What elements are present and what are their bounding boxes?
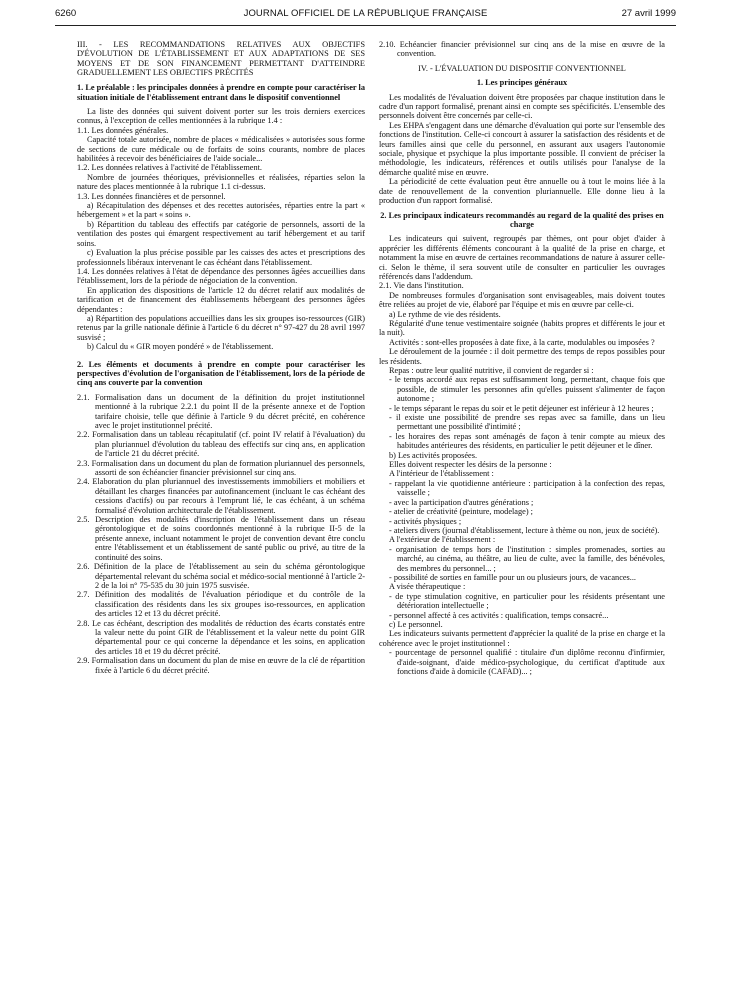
item-heading: 2.1. Vie dans l'institution. <box>379 281 464 291</box>
list-item: 2.3. Formalisation dans un document du plan de formation pluriannuel des personnels, assorti de son échéancier financier prévisionnel sur cinq ans. <box>77 458 365 478</box>
paragraph: Régularité d'une tenue vestimentaire soignée (habits propres et différents le jour et la nuit). <box>379 318 665 338</box>
paragraph: Les EHPA s'engagent dans une démarche d'évaluation qui porte sur l'ensemble des fonctions de l'institution. Celle-ci concourt à assurer la satisfaction des résidents et de leurs familles ainsi que celle du personnel, en assurant aux usagers l'autonomie sociale, physique et psychique la plus importante possible. Il convient de préciser la méthodologie, les indicateurs, références et outils utilisés pour l'analyse de la démarche qualité mise en œuvre. <box>379 120 665 177</box>
header-rule <box>55 25 676 26</box>
paragraph: Activités : sont-elles proposées à date fixe, à la carte, modulables ou imposées ? <box>389 337 655 347</box>
paragraph: Nombre de journées théoriques, prévisionnelles et réalisées, réparties selon la nature des places mentionnée à la rubrique 1.1 ci-dessus. <box>77 172 365 192</box>
subsection-title: 2. Les principaux indicateurs recommandés au regard de la qualité des prises en charge <box>380 210 664 229</box>
paragraph: b) Calcul du « GIR moyen pondéré » de l'établissement. <box>87 342 274 352</box>
paragraph: La liste des données qui suivent doivent porter sur les trois derniers exercices connus, à l'exception de celles mentionnées à la rubrique 1.4 : <box>77 107 365 126</box>
dash-item: - le temps accordé aux repas est suffisamment long, permettant, chaque fois que possible, de stimuler les personnes afin qu'elles puissent s'alimenter de façon autonome ; <box>389 375 665 404</box>
paragraph: Les indicateurs qui suivent, regroupés par thèmes, ont pour objet d'aider à apprécier les différents éléments concourant à la qualité de la prise en charge, et notamment la mise en œuvre de certaines recommandations de nature à assurer celle-ci. Selon le thème, il sera souvent utile de consulter en particulier les ouvrages référencés dans l'addendum. <box>379 234 665 281</box>
paragraph: La périodicité de cette évaluation peut être annuelle ou à tout le moins liée à la date de renouvellement de la convention pluriannuelle. Elle donne lieu à la production d'un rapport formalisé. <box>379 177 665 206</box>
paragraph: Les modalités de l'évaluation doivent être proposées par chaque institution dans le cadre d'un rapport formalisé, prenant ainsi en compte ses spécificités. L'ensemble des personnels doivent être concernés par celle-ci. <box>379 92 665 121</box>
section-title: IV. - L'ÉVALUATION DU DISPOSITIF CONVENTIONNEL <box>418 63 626 73</box>
list-item: 2.4. Elaboration du plan pluriannuel des investissements immobiliers et mobiliers et détaillant les charges financées par autofinancement (incluant le cas échéant des cessions d'actifs) ou par recours à l'emprunt lié, le cas échéant, à un schéma formalisé d'évolution architecturale de l'établissement. <box>77 477 365 515</box>
dash-item: - possibilité de sorties en famille pour un ou plusieurs jours, de vacances... <box>389 572 637 582</box>
paragraph: c) Evaluation la plus précise possible par les caisses des actes et prescriptions des professionnels libéraux intervenant le cas échéant dans l'établissement. <box>77 248 365 267</box>
list-item: 2.6. Définition de la place de l'établissement au sein du schéma gérontologique départemental relevant du schéma social et médico-social mentionné à l'article 2-2 de la loi n° 75-535 du 30 juin 1975 susvisée. <box>77 562 365 590</box>
paragraph: A l'intérieur de l'établissement : <box>389 469 494 479</box>
paragraph: Repas : outre leur qualité nutritive, il convient de regarder si : <box>389 366 594 375</box>
list-item: 2.7. Définition des modalités de l'évaluation périodique et du contrôle de la classification des résidents dans les six groupes iso-ressources, en application des articles 12 et 13 du décret précité. <box>77 590 365 619</box>
list-item: 2.9. Formalisation dans un document du plan de mise en œuvre de la clé de répartition fixée à l'article 6 du décret précité. <box>77 656 365 675</box>
dash-item: - le temps séparant le repas du soir et le petit déjeuner est inférieur à 12 heures ; <box>389 403 654 413</box>
item-heading: 1.1. Les données générales. <box>77 125 169 135</box>
right-column <box>379 40 665 676</box>
paragraph: En application des dispositions de l'article 12 du décret relatif aux modalités de tarification et de financement des établissements hébergeant des personnes âgées dépendantes : <box>77 285 365 314</box>
subsection-title: 2. Les éléments et documents à prendre en compte pour caractériser les perspectives d'évolution de l'organisation de l'établissement, lors de la période de cinq ans couverte par la convention <box>77 359 365 388</box>
journal-title: JOURNAL OFFICIEL DE LA RÉPUBLIQUE FRANÇAISE <box>243 8 488 19</box>
paragraph: Elles doivent respecter les désirs de la personne : <box>389 460 552 470</box>
item-heading: 1.3. Les données financières et de personnel. <box>77 191 226 201</box>
issue-date: 27 avril 1999 <box>621 8 676 19</box>
dash-item: - ateliers divers (journal d'établissement, lecture à thème ou non, jeux de société). <box>389 525 660 535</box>
subsection-title: 1. Le préalable : les principales données à prendre en compte pour caractériser la situation initiale de l'établissement entrant dans le dispositif conventionnel <box>77 83 365 102</box>
dash-item: - rappelant la vie quotidienne antérieure : participation à la confection des repas, vaisselle ; <box>389 478 665 498</box>
paragraph: Capacité totale autorisée, nombre de places « médicalisées » autorisées sous forme de sections de cure médicale ou de forfaits de soins courants, nombre de places habilitées à recevoir des bénéficiaires de l'aide sociale... <box>77 135 365 164</box>
paragraph: a) Le rythme de vie des résidents. <box>389 309 501 319</box>
dash-item: - de type stimulation cognitive, en particulier pour les résidents présentant une détérioration intellectuelle ; <box>389 591 665 611</box>
list-item: 2.2. Formalisation dans un tableau récapitulatif (cf. point IV relatif à l'évaluation) du plan pluriannuel d'évolution du tableau des effectifs sur cinq ans, en application de l'article 21 du décret précité. <box>77 430 365 459</box>
paragraph: Les indicateurs suivants permettent d'apprécier la qualité de la prise en charge et la cohérence avec le projet institutionnel : <box>379 629 665 648</box>
dash-item: - atelier de créativité (peinture, modelage) ; <box>389 507 533 517</box>
list-item: 2.5. Description des modalités d'inscription de l'établissement dans un réseau gérontologique et de soins coordonnés mentionné à la rubrique II-5 de la présente annexe, incluant notamment le projet de convention devant être conclu entre l'établissement et un établissement de santé public ou privé, au titre de la continuité des soins. <box>77 515 365 562</box>
dash-item: - personnel affecté à ces activités : qualification, temps consacré... <box>389 610 609 620</box>
left-column <box>77 40 365 675</box>
dash-item: - il existe une possibilité de prendre ses repas avec sa famille, dans un lieu permettant une possibilité d'intimité ; <box>389 413 665 432</box>
paragraph: Le déroulement de la journée : il doit permettre des temps de repos possibles pour les résidents. <box>379 347 665 366</box>
item-heading: 1.2. Les données relatives à l'activité de l'établissement. <box>77 163 262 173</box>
paragraph: A l'extérieur de l'établissement : <box>389 535 496 545</box>
paragraph: b) Les activités proposées. <box>389 450 478 460</box>
page-number: 6260 <box>55 8 77 19</box>
paragraph: a) Récapitulation des dépenses et des recettes autorisées, réparties entre la part « hébergement » et la part « soins ». <box>77 201 365 220</box>
list-item: 2.10. Echéancier financier prévisionnel sur cinq ans de la mise en œuvre de la convention. <box>379 40 665 59</box>
section-title: III. - LES RECOMMANDATIONS RELATIVES AUX OBJECTIFS D'ÉVOLUTION DE L'ÉTABLISSEMENT ET AUX ADAPTATIONS DE SES MOYENS ET DE SON FINANCEMENT PERMETTANT D'ATTEINDRE GRADUELLEMENT LES OBJECTIFS PRÉCITÉS <box>77 40 365 77</box>
subsection-title: 1. Les principes généraux <box>476 78 568 88</box>
dash-item: - les horaires des repas sont aménagés de façon à tenir compte au mieux des habitudes antérieures des résidents, en particulier le petit déjeuner et le dîner. <box>389 431 665 451</box>
dash-item: - organisation de temps hors de l'institution : simples promenades, sorties au marché, au cinéma, au théâtre, au lieu de culte, avec la famille, des bénévoles, des membres du personnel... ; <box>389 544 665 573</box>
paragraph: b) Répartition du tableau des effectifs par catégorie de personnels, assorti de la ventilation des postes qui émargent respectivement au tarif hébergement et au tarif soins. <box>77 219 365 248</box>
dash-item: - activités physiques ; <box>389 516 462 526</box>
dash-item: - pourcentage de personnel qualifié : titulaire d'un diplôme reconnu d'infirmier, d'aide-soignant, d'aide médico-psychologique, du certificat d'aptitude aux fonctions d'aide à domicile (CAFAD)... ; <box>389 648 665 676</box>
dash-item: - avec la participation d'autres générations ; <box>389 497 534 507</box>
list-item: 2.1. Formalisation dans un document de la définition du projet institutionnel mentionné à la rubrique 2.2.1 du point II de la présente annexe et de l'option tarifaire choisie, telle que définie à l'article 9 du décret précité, en cohérence avec le projet institutionnel précité. <box>77 392 365 430</box>
paragraph: De nombreuses formules d'organisation sont envisageables, mais doivent toutes être reliées au projet de vie, élaboré par l'équipe et mis en œuvre par celle-ci. <box>379 290 665 310</box>
list-item: 2.8. Le cas échéant, description des modalités de réduction des écarts constatés entre la valeur nette du point GIR de l'établissement et la valeur nette du point GIR départemental pour ce qui concerne la dépendance et les soins, en application des articles 18 et 19 du décret précité. <box>77 618 365 656</box>
page-header <box>0 8 731 22</box>
paragraph: A visée thérapeutique : <box>389 582 466 592</box>
paragraph: c) Le personnel. <box>389 619 443 629</box>
item-heading: 1.4. Les données relatives à l'état de dépendance des personnes âgées accueillies dans l'établissement, lors de la période de négociation de la convention. <box>77 266 365 286</box>
numbered-list <box>77 393 365 675</box>
paragraph: a) Répartition des populations accueillies dans les six groupes iso-ressources (GIR) retenus par la grille nationale définie à l'article 6 du décret n° 97-427 du 28 avril 1997 susvisé ; <box>77 313 365 342</box>
